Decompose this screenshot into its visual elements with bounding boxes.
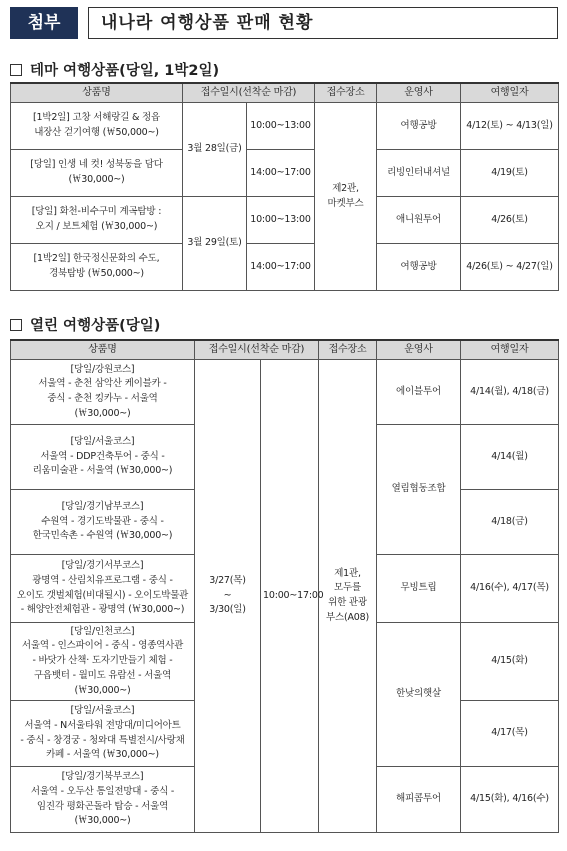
reception-time: 14:00~17:00 (247, 150, 315, 197)
col-product: 상품명 (11, 83, 183, 103)
travel-date: 4/26(토) (461, 197, 559, 244)
travel-date: 4/26(토) ~ 4/27(일) (461, 244, 559, 291)
col-reception-date: 접수일시(선착순 마감) (195, 340, 319, 360)
section1-title: 테마 여행상품(당일, 1박2일) (30, 63, 220, 79)
col-reception-place: 접수장소 (315, 83, 377, 103)
operator: 여행공방 (377, 244, 461, 291)
reception-date: 3월 28일(금) (183, 103, 247, 197)
col-product: 상품명 (11, 340, 195, 360)
col-travel-date: 여행일자 (461, 340, 559, 360)
col-reception-date: 접수일시(선착순 마감) (183, 83, 315, 103)
theme-products-table (10, 82, 559, 291)
document-header (10, 7, 558, 39)
product-name: [당일/경기북부코스] 서울역 - 오두산 통일전망대 - 중식 - 임진각 평화곤돌라 탑승 - 서울역 (￦30,000~) (11, 767, 195, 833)
col-operator: 운영사 (377, 340, 461, 360)
product-name: [당일] 화천-비수구미 계곡탐방 : 오지 / 보트체험 (￦30,000~) (11, 197, 183, 244)
table-row (11, 360, 559, 425)
product-name: [당일] 인생 네 컷! 성북동을 담다 (￦30,000~) (11, 150, 183, 197)
product-name: [당일/경기서부코스] 광명역 - 산림치유프로그램 - 중식 - 오이도 갯벌체험(비대될시) - 오이도박물관 - 해양안전체험관 - 광명역 (￦30,000~) (11, 555, 195, 623)
operator: 여행공방 (377, 103, 461, 150)
table-row (11, 244, 559, 291)
operator: 한낮의햇살 (377, 623, 461, 767)
travel-date: 4/19(토) (461, 150, 559, 197)
table-header-row (11, 83, 559, 103)
checkbox-square-icon (10, 319, 22, 331)
operator: 해피콤투어 (377, 767, 461, 833)
product-name: [당일/경기남부코스] 수원역 - 경기도박물관 - 중식 - 한국민속촌 - 수원역 (￦30,000~) (11, 490, 195, 555)
table-header-row (11, 340, 559, 360)
reception-time: 10:00~17:00 (261, 360, 319, 833)
travel-date: 4/14(월) (461, 425, 559, 490)
travel-date: 4/18(금) (461, 490, 559, 555)
travel-date: 4/17(목) (461, 701, 559, 767)
travel-date: 4/15(화) (461, 623, 559, 701)
reception-date: 3월 29일(토) (183, 197, 247, 291)
operator: 무빙트립 (377, 555, 461, 623)
travel-date: 4/16(수), 4/17(목) (461, 555, 559, 623)
product-name: [당일/서울코스] 서울역 - N서울타워 전망대/미디어아트 - 중식 - 창경궁 - 청와대 특별전시/사랑채 카페 - 서울역 (￦30,000~) (11, 701, 195, 767)
section2-heading (10, 314, 160, 335)
table-row (11, 150, 559, 197)
col-travel-date: 여행일자 (461, 83, 559, 103)
table-row (11, 197, 559, 244)
reception-date: 3/27(목) ~ 3/30(일) (195, 360, 261, 833)
reception-time: 10:00~13:00 (247, 103, 315, 150)
product-name: [당일/강원코스] 서울역 - 춘천 삼악산 케이블카 - 중식 - 춘천 킹카누 - 서울역 (￦30,000~) (11, 360, 195, 425)
product-name: [당일/인천코스] 서울역 - 인스파이어 - 중식 - 영종역사관 - 바닷가 산책· 도자기만들기 체험 - 구읍뱃터 - 월미도 유람선 - 서울역 (￦30,000~) (11, 623, 195, 701)
open-products-table (10, 339, 559, 833)
reception-place: 제2관, 마켓부스 (315, 103, 377, 291)
section2-title: 열린 여행상품(당일) (30, 318, 161, 334)
reception-time: 10:00~13:00 (247, 197, 315, 244)
checkbox-square-icon (10, 64, 22, 76)
operator: 리빙인터내셔널 (377, 150, 461, 197)
document-title: 내나라 여행상품 판매 현황 (101, 13, 314, 33)
table-row (11, 103, 559, 150)
col-reception-place: 접수장소 (319, 340, 377, 360)
operator: 애니원투어 (377, 197, 461, 244)
operator: 열림협동조합 (377, 425, 461, 555)
operator: 에이블투어 (377, 360, 461, 425)
travel-date: 4/15(화), 4/16(수) (461, 767, 559, 833)
product-name: [당일/서울코스] 서울역 - DDP건축투어 - 중식 - 리움미술관 - 서울역 (￦30,000~) (11, 425, 195, 490)
col-operator: 운영사 (377, 83, 461, 103)
attachment-tag: 첨부 (10, 7, 78, 39)
product-name: [1박2일] 한국정신문화의 수도, 경북탐방 (￦50,000~) (11, 244, 183, 291)
reception-place: 제1관, 모두를 위한 관광 부스(A08) (319, 360, 377, 833)
travel-date: 4/12(토) ~ 4/13(일) (461, 103, 559, 150)
title-box (88, 7, 558, 39)
section1-heading (10, 59, 219, 80)
product-name: [1박2일] 고창 서해랑길 & 정읍 내장산 걷기여행 (￦50,000~) (11, 103, 183, 150)
travel-date: 4/14(월), 4/18(금) (461, 360, 559, 425)
reception-time: 14:00~17:00 (247, 244, 315, 291)
